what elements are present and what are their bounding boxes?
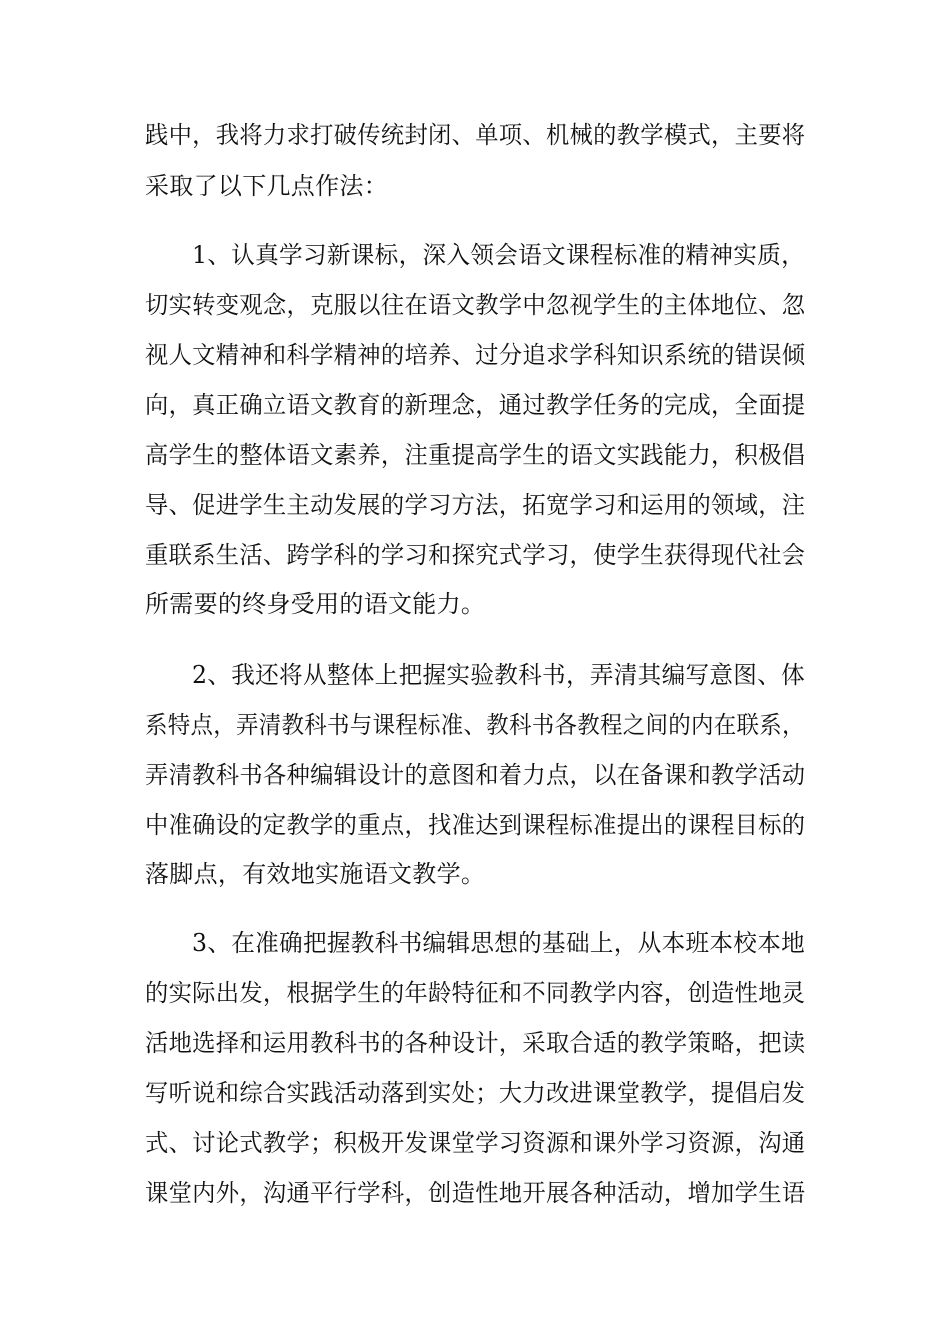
text-line: 系特点，弄清教科书与课程标准、教科书各教程之间的内在联系， — [145, 711, 805, 739]
text-line: 活地选择和运用教科书的各种设计，采取合适的教学策略，把读 — [145, 1029, 806, 1057]
text-line: 导、促进学生主动发展的学习方法，拓宽学习和运用的领域，注 — [145, 491, 806, 519]
text-line: 课堂内外，沟通平行学科，创造性地开展各种活动，增加学生语 — [145, 1179, 806, 1207]
text-line: 所需要的终身受用的语文能力。 — [145, 590, 486, 618]
text-line: 重联系生活、跨学科的学习和探究式学习，使学生获得现代社会 — [145, 541, 806, 569]
text-line: 切实转变观念，克服以往在语文教学中忽视学生的主体地位、忽 — [145, 291, 806, 319]
text-line: 的实际出发，根据学生的年龄特征和不同教学内容，创造性地灵 — [145, 979, 806, 1007]
text-line: 弄清教科书各种编辑设计的意图和着力点，以在备课和教学活动 — [145, 761, 806, 789]
paragraph-3-first-line: 3、在准确把握教科书编辑思想的基础上，从本班本校本地 — [192, 929, 806, 957]
paragraph-1-first-line: 1、认真学习新课标，深入领会语文课程标准的精神实质， — [192, 241, 806, 269]
text-line: 写听说和综合实践活动落到实处；大力改进课堂教学，提倡启发 — [145, 1079, 806, 1107]
text-line: 式、讨论式教学；积极开发课堂学习资源和课外学习资源，沟通 — [145, 1129, 806, 1157]
text-line: 践中，我将力求打破传统封闭、单项、机械的教学模式，主要将 — [145, 121, 806, 149]
text-line: 高学生的整体语文素养，注重提高学生的语文实践能力，积极倡 — [145, 441, 806, 469]
text-line: 采取了以下几点作法： — [145, 172, 388, 200]
text-line: 落脚点，有效地实施语文教学。 — [145, 860, 486, 888]
text-line: 中准确设的定教学的重点，找准达到课程标准提出的课程目标的 — [145, 811, 806, 839]
text-line: 向，真正确立语文教育的新理念，通过教学任务的完成，全面提 — [145, 391, 806, 419]
text-line: 视人文精神和科学精神的培养、过分追求学科知识系统的错误倾 — [145, 341, 806, 369]
paragraph-2-first-line: 2、我还将从整体上把握实验教科书，弄清其编写意图、体 — [192, 661, 806, 689]
